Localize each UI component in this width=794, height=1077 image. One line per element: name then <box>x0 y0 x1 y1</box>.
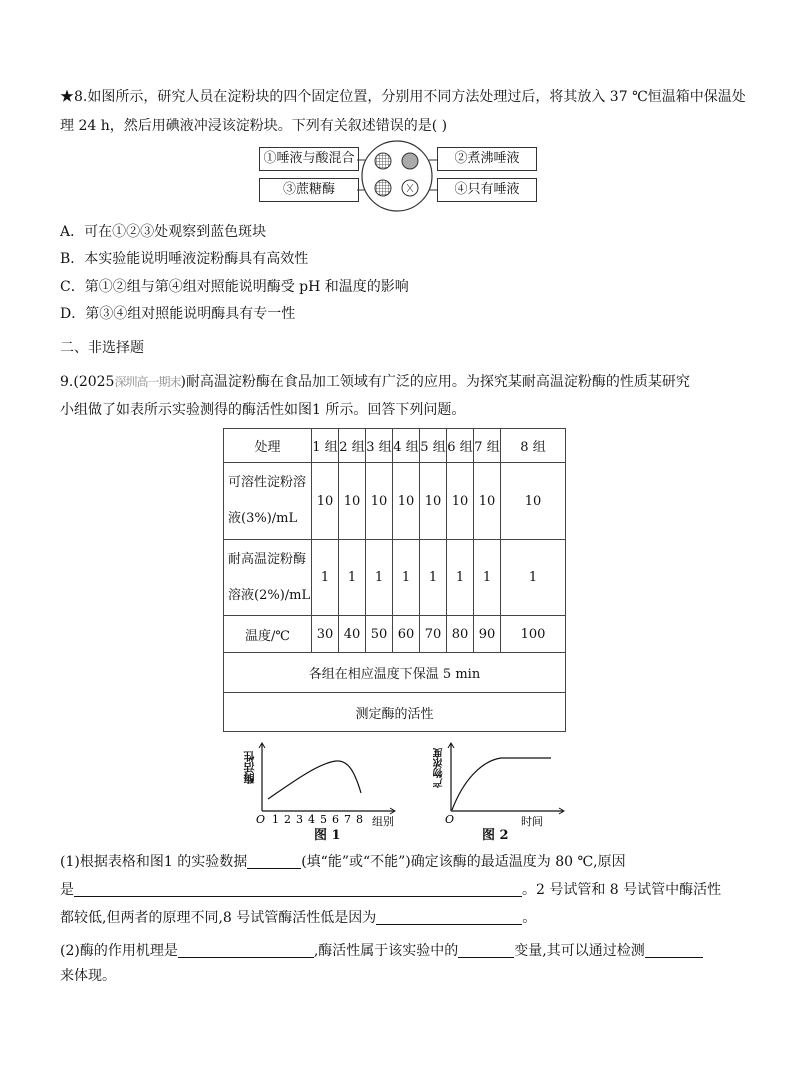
table-header-cell: 7 组 <box>474 429 501 463</box>
fig2-origin: O <box>445 813 455 826</box>
answer-blank-reason[interactable] <box>74 882 522 897</box>
table-cell: 80 <box>447 616 474 653</box>
label-box-4: ④只有唾液 <box>437 178 537 202</box>
q9-p2-a: (2)酶的作用机理是 <box>60 943 178 959</box>
fig2-xlabel: 时间 <box>521 815 543 828</box>
fig1-caption: 图 1 <box>314 828 341 843</box>
fig1-tick: 1 <box>272 813 279 826</box>
spot-1 <box>375 153 391 169</box>
q9-p1-d: 。2 号试管和 8 号试管中酶活性 <box>522 882 722 898</box>
table-cell: 1 <box>366 540 393 616</box>
q8-stem-line1: ★8.如图所示，研究人员在淀粉块的四个固定位置，分别用不同方法处理过后，将其放入 37 ℃恒温箱中保温处 <box>60 89 746 105</box>
q9-part2-line1 <box>60 940 703 960</box>
option-a: A．可在①②③处观察到蓝色斑块 <box>60 224 267 240</box>
table-cell: 10 <box>420 463 447 540</box>
q9-source: 深圳高一期末 <box>114 375 181 389</box>
table-header-cell: 4 组 <box>393 429 420 463</box>
row-label-starch <box>224 463 312 540</box>
product-curve <box>452 758 551 810</box>
q9-stem-line1 <box>60 371 690 391</box>
table-cell: 1 <box>447 540 474 616</box>
table-header-cell: 5 组 <box>420 429 447 463</box>
table-cell: 1 <box>312 540 339 616</box>
table-cell: 10 <box>339 463 366 540</box>
q9-p1-a: (1)根据表格和图1 的实验数据 <box>60 854 248 870</box>
answer-blank-can-or-cannot[interactable] <box>247 854 301 869</box>
q9-line1-rest: )耐高温淀粉酶在食品加工领域有广泛的应用。为探究某耐高温淀粉酶的性质某研究 <box>180 374 690 390</box>
table-header-cell: 3 组 <box>366 429 393 463</box>
label-box-1: ①唾液与酸混合 <box>259 147 359 171</box>
q8-stem-line2: 理 24 h，然后用碘液冲浸该淀粉块。下列有关叙述错误的是( ) <box>60 118 448 134</box>
table-cell: 1 <box>474 540 501 616</box>
table-header-cell: 8 组 <box>501 429 566 463</box>
table-cell: 40 <box>339 616 366 653</box>
table-cell: 1 <box>339 540 366 616</box>
option-d: D．第③④组对照能说明酶具有专一性 <box>60 306 296 322</box>
answer-blank-detection[interactable] <box>645 943 703 958</box>
fig1-tick: 2 <box>284 813 291 826</box>
table-cell: 90 <box>474 616 501 653</box>
fig1-tick: 8 <box>356 813 363 826</box>
table-cell: 60 <box>393 616 420 653</box>
table-cell: 10 <box>366 463 393 540</box>
fig1-origin: O <box>256 813 266 826</box>
table-header-cell: 1 组 <box>312 429 339 463</box>
q9-prefix: 9.(2025 <box>60 374 115 390</box>
table-header-cell: 2 组 <box>339 429 366 463</box>
fig1-tick: 4 <box>308 813 315 826</box>
label-box-2: ②煮沸唾液 <box>437 147 537 171</box>
row-label-temperature: 温度/℃ <box>224 616 312 653</box>
table-cell: 10 <box>393 463 420 540</box>
row-label-part: 溶液(2%)/mL <box>228 587 311 603</box>
fig1-tick: 5 <box>320 813 327 826</box>
q9-part2-line2: 来体现。 <box>60 968 116 984</box>
fig2-ylabel: 产物浓度 <box>434 748 445 788</box>
answer-blank-tube8-reason[interactable] <box>376 910 522 925</box>
table-cell: 1 <box>420 540 447 616</box>
option-b: B．本实验能说明唾液淀粉酶具有高效性 <box>60 251 309 267</box>
answer-blank-mechanism[interactable] <box>178 943 314 958</box>
table-header-cell: 处理 <box>224 429 312 463</box>
figure-2-chart <box>433 741 573 829</box>
row-label-part: 可溶性淀粉溶 <box>228 475 307 490</box>
table-cell: 10 <box>447 463 474 540</box>
starch-block-diagram <box>355 140 439 214</box>
row-label-part: 耐高温淀粉酶 <box>228 551 307 567</box>
fig1-ylabel: 酶活性 <box>243 751 256 784</box>
spot-2 <box>402 153 418 169</box>
q9-part1-line3 <box>60 907 536 927</box>
table-note-measure: 测定酶的活性 <box>224 693 566 732</box>
q9-part1-line2 <box>60 879 721 899</box>
table-cell: 10 <box>501 463 566 540</box>
q9-p1-f: 。 <box>522 910 537 926</box>
table-cell: 50 <box>366 616 393 653</box>
section-title: 二、非选择题 <box>60 340 144 356</box>
option-c: C．第①②组与第④组对照能说明酶受 pH 和温度的影响 <box>60 279 409 295</box>
fig2-caption: 图 2 <box>482 828 509 843</box>
q9-p1-b: (填“能”或“不能”)确定该酶的最适温度为 80 ℃,原因 <box>301 854 626 870</box>
row-label-part: 液(3%)/mL <box>228 511 298 526</box>
label-box-3: ③蔗糖酶 <box>259 178 359 202</box>
table-cell: 30 <box>312 616 339 653</box>
row-label-enzyme <box>224 540 312 616</box>
table-cell: 100 <box>501 616 566 653</box>
fig1-tick: 3 <box>296 813 303 826</box>
table-cell: 10 <box>312 463 339 540</box>
experiment-table <box>223 428 566 732</box>
table-cell: 1 <box>501 540 566 616</box>
table-note-incubate: 各组在相应温度下保温 5 min <box>224 653 566 693</box>
fig1-xlabel: 组别 <box>372 815 394 828</box>
starch-block <box>362 141 432 211</box>
table-cell: 1 <box>393 540 420 616</box>
fig1-tick: 6 <box>332 813 339 826</box>
q9-p1-e: 都较低,但两者的原理不同,8 号试管酶活性低是因为 <box>60 910 377 926</box>
q9-part1-line1 <box>60 851 626 871</box>
answer-blank-variable-type[interactable] <box>458 943 514 958</box>
q9-p2-c: 变量,其可以通过检测 <box>514 943 645 959</box>
q9-p1-c: 是 <box>60 882 74 898</box>
table-cell: 10 <box>474 463 501 540</box>
spot-3 <box>375 180 391 196</box>
activity-curve <box>268 761 361 799</box>
q9-stem-line2: 小组做了如表所示实验测得的酶活性如图1 所示。回答下列问题。 <box>60 402 466 418</box>
table-header-cell: 6 组 <box>447 429 474 463</box>
table-cell: 70 <box>420 616 447 653</box>
figure-1-chart <box>244 741 404 829</box>
q9-p2-b: ,酶活性属于该实验中的 <box>313 943 459 959</box>
fig1-tick: 7 <box>344 813 351 826</box>
